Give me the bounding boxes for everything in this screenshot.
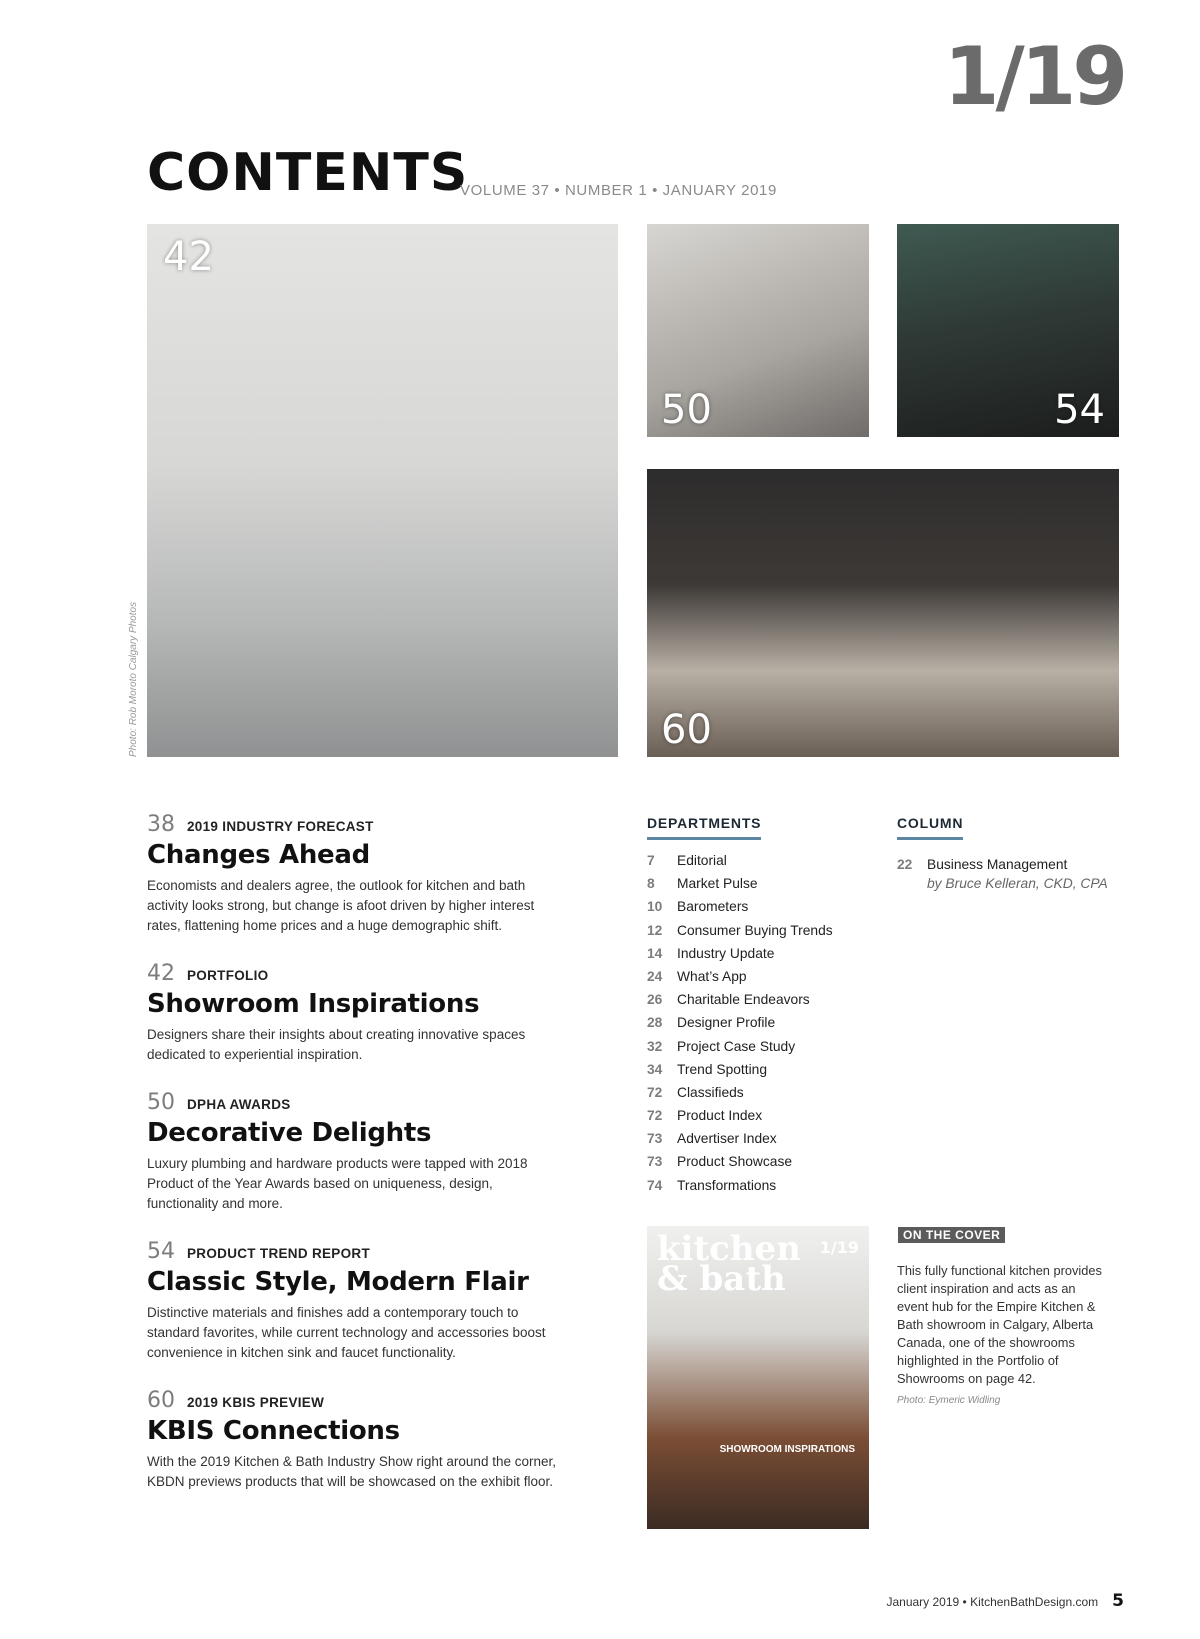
- feature-headline[interactable]: Changes Ahead: [147, 840, 370, 870]
- list-item[interactable]: 28 Designer Profile: [647, 1015, 776, 1031]
- cover-masthead: kitchen & bath: [657, 1229, 801, 1299]
- column-item[interactable]: [897, 857, 1108, 891]
- photo-kitchen-sink[interactable]: [897, 224, 1119, 437]
- list-item[interactable]: 24 What’s App: [647, 968, 747, 984]
- photo-shower-door[interactable]: [647, 224, 869, 437]
- page-footer: [886, 1591, 1124, 1611]
- list-item[interactable]: 8 Market Pulse: [647, 876, 758, 892]
- feature-page-number: 60: [147, 1388, 175, 1413]
- feature-story[interactable]: [147, 1388, 567, 1492]
- feature-story[interactable]: [147, 812, 567, 936]
- issue-number: 1/19: [943, 30, 1124, 123]
- feature-description: With the 2019 Kitchen & Bath Industry Show right around the corner, KBDN previews products that will be showcased on the exhibit floor.: [147, 1454, 556, 1489]
- photo-kitchen-island[interactable]: [647, 469, 1119, 757]
- footer-text: January 2019 • KitchenBathDesign.com: [886, 1595, 1099, 1609]
- feature-label: DPHA AWARDS: [187, 1097, 291, 1112]
- column-page-number: 22: [897, 857, 913, 872]
- feature-label: 2019 INDUSTRY FORECAST: [187, 819, 374, 834]
- feature-headline[interactable]: Showroom Inspirations: [147, 989, 480, 1019]
- feature-description: Luxury plumbing and hardware products were tapped with 2018 Product of the Year Awards based on uniqueness, design, functionality and more.: [147, 1156, 528, 1211]
- list-item[interactable]: 12 Consumer Buying Trends: [647, 922, 833, 938]
- feature-page-number: 54: [147, 1239, 175, 1264]
- feature-page-number: 42: [147, 961, 175, 986]
- photo-page-number: 42: [163, 234, 214, 280]
- feature-story[interactable]: [147, 961, 567, 1065]
- photo-credit: Photo: Rob Moroto Calgary Photos: [128, 601, 139, 757]
- photo-showroom-bath[interactable]: [147, 224, 618, 757]
- feature-headline[interactable]: Classic Style, Modern Flair: [147, 1267, 529, 1297]
- list-item[interactable]: 32 Project Case Study: [647, 1038, 796, 1054]
- column-title: Business Management: [927, 857, 1068, 872]
- volume-line: VOLUME 37 • NUMBER 1 • JANUARY 2019: [460, 182, 777, 199]
- feature-story[interactable]: [147, 1239, 567, 1363]
- feature-page-number: 50: [147, 1090, 175, 1115]
- feature-headline[interactable]: KBIS Connections: [147, 1416, 400, 1446]
- list-item[interactable]: 74 Transformations: [647, 1177, 777, 1193]
- list-item[interactable]: 14 Industry Update: [647, 945, 775, 961]
- cover-issue-number: 1/19: [819, 1238, 859, 1257]
- page-title: CONTENTS: [147, 143, 469, 203]
- feature-label: PORTFOLIO: [187, 968, 269, 983]
- feature-description: Economists and dealers agree, the outlook for kitchen and bath activity looks strong, but change is afoot driven by higher interest rates, flattening home prices and a huge demographic shift.: [147, 878, 535, 933]
- list-item[interactable]: 73 Advertiser Index: [647, 1131, 777, 1147]
- page-number: 5: [1112, 1591, 1124, 1611]
- on-the-cover-label: ON THE COVER: [898, 1227, 1005, 1243]
- cover-description: This fully functional kitchen provides client inspiration and acts as an event hub for the Empire Kitchen & Bath showroom in Calgary, Alberta Canada, one of the showrooms highlighted in the Portfolio of Showrooms on page 42.: [897, 1263, 1102, 1386]
- feature-description: Distinctive materials and finishes add a contemporary touch to standard favorites, while current technology and accessories boost convenience in kitchen sink and faucet functionality.: [147, 1305, 546, 1360]
- feature-description: Designers share their insights about creating innovative spaces dedicated to experiential inspiration.: [147, 1027, 526, 1062]
- list-item[interactable]: 10 Barometers: [647, 899, 749, 915]
- departments-list: [647, 853, 833, 1201]
- photo-page-number: 54: [1054, 387, 1105, 433]
- photo-page-number: 50: [661, 387, 712, 433]
- column-heading: COLUMN: [897, 815, 963, 840]
- feature-label: PRODUCT TREND REPORT: [187, 1246, 371, 1261]
- departments-heading: DEPARTMENTS: [647, 815, 761, 840]
- magazine-cover-thumbnail[interactable]: [647, 1226, 869, 1529]
- photo-page-number: 60: [661, 707, 712, 753]
- list-item[interactable]: 73 Product Showcase: [647, 1154, 793, 1170]
- cover-tagline: SHOWROOM INSPIRATIONS: [719, 1444, 855, 1455]
- feature-story[interactable]: [147, 1090, 567, 1214]
- feature-label: 2019 KBIS PREVIEW: [187, 1395, 325, 1410]
- list-item[interactable]: 34 Trend Spotting: [647, 1061, 767, 1077]
- feature-headline[interactable]: Decorative Delights: [147, 1118, 432, 1148]
- column-byline: by Bruce Kelleran, CKD, CPA: [927, 876, 1108, 891]
- list-item[interactable]: 7 Editorial: [647, 853, 727, 868]
- feature-page-number: 38: [147, 812, 175, 837]
- cover-photo-credit: Photo: Eymeric Widling: [897, 1395, 1001, 1406]
- list-item[interactable]: 72 Classifieds: [647, 1084, 744, 1100]
- list-item[interactable]: 26 Charitable Endeavors: [647, 992, 810, 1008]
- list-item[interactable]: 72 Product Index: [647, 1108, 763, 1124]
